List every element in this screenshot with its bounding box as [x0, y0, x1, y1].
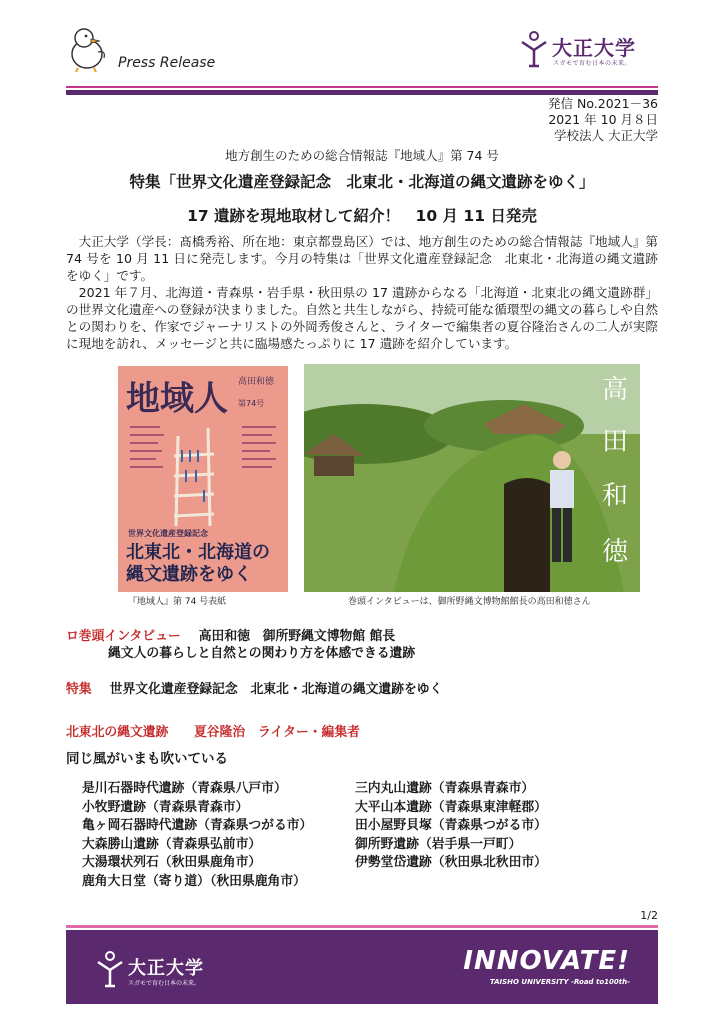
svg-text:和: 和 [602, 481, 629, 511]
cover-issue: 第74号 [238, 399, 265, 408]
list-item: 大湯環状列石（秋田県鹿角市） [82, 855, 262, 871]
taisho-logo-icon [520, 30, 548, 68]
svg-text:田: 田 [602, 427, 629, 457]
innovate-slogan: INNOVATE! [463, 946, 630, 976]
duck-mascot-icon [64, 24, 110, 74]
logo-text: 大正大学 [552, 36, 636, 60]
list-item: 大森勝山遺跡（青森県弘前市） [82, 836, 262, 852]
cover-feature-line1: 北東北・北海道の [126, 542, 270, 563]
footer-logo-tagline: スガモで育む日本の未来。 [128, 980, 201, 987]
sub-headline: 17 遺跡を現地取材して紹介！ 10 月 11 日発売 [187, 207, 537, 225]
interview-label: ロ巻頭インタビュー [66, 629, 181, 644]
university-logo [520, 30, 680, 70]
footer-logo-text: 大正大学 [128, 958, 204, 979]
cover-caption: 『地域人』第 74 号表紙 [128, 597, 227, 607]
headline: 特集「世界文化遺産登録記念 北東北・北海道の縄文遺跡をゆく」 [129, 173, 595, 191]
list-item: 三内丸山遺跡（青森県青森市） [355, 781, 535, 796]
chapter-heading: 同じ風がいまも吹いている [66, 751, 228, 767]
release-number: 発信 No.2021－36 [548, 96, 658, 111]
list-item: 是川石器時代遺跡（青森県八戸市） [82, 781, 287, 796]
page-number: 1/2 [640, 909, 658, 922]
photo-caption: 巻頭インタビューは、御所野縄文博物館館長の高田和徳さん [348, 597, 591, 607]
cover-title: 地域人 [126, 379, 228, 419]
logo-tagline: スガモで育む日本の未来。 [553, 60, 632, 67]
body-paragraph-2: 2021 年７月、北海道・青森県・岩手県・秋田県の 17 遺跡からなる「北海道・北東北の縄文遺跡群」の世界文化遺産への登録が決まりました。自然と共生しながら、持続可能な循環型の縄文の暮らしや自然との関わりを、作家でジャーナリストの外岡秀俊さんと、ライターで編集者の夏谷隆治さんの二人が実際に現地を訪れ、メッセージと共に臨場感たっぷりに 17 遺跡を紹介しています。 [66, 285, 658, 351]
svg-text:徳: 徳 [602, 537, 629, 567]
body-text [66, 233, 658, 352]
release-date: 2021 年 10 月８日 [548, 112, 658, 127]
svg-text:高: 高 [602, 375, 629, 405]
footer-logo [96, 950, 266, 990]
subheading: 地方創生のための総合情報誌『地域人』第 74 号 [225, 148, 499, 163]
interview-photo [304, 364, 640, 592]
release-meta [548, 96, 658, 144]
cover-name: 高田和徳 [238, 377, 275, 387]
innovate-subtitle: TAISHO UNIVERSITY -Road to100th- [489, 978, 630, 986]
header-rule-purple [66, 90, 658, 95]
list-item: 小牧野遺跡（青森県青森市） [82, 799, 249, 815]
list-item: 亀ヶ岡石器時代遺跡（青森県つがる市） [82, 818, 313, 834]
feature-section [66, 678, 442, 697]
feature-label: 特集 [66, 682, 92, 697]
cover-feature-line2: 縄文遺跡をゆく [126, 564, 252, 585]
part-heading: 北東北の縄文遺跡 夏谷隆治 ライター・編集者 [66, 725, 360, 740]
taisho-logo-icon [96, 950, 124, 988]
feature-text: 世界文化遺産登録記念 北東北・北海道の縄文遺跡をゆく [109, 682, 443, 697]
site-list-left [82, 780, 312, 892]
interview-text: 高田和徳 御所野縄文博物館 館長 [198, 629, 396, 644]
footer-rule [66, 925, 658, 928]
list-item: 田小屋野貝塚（青森県つがる市） [355, 818, 547, 834]
release-org: 学校法人 大正大学 [554, 128, 658, 143]
interview-subtitle: 縄文人の暮らしと自然との関わり方を体感できる遺跡 [108, 646, 416, 661]
press-release-label: Press Release [118, 55, 216, 71]
list-item: 大平山本遺跡（青森県東津軽郡） [355, 799, 547, 815]
list-item: 鹿角大日堂（寄り道）（秋田県鹿角市） [82, 873, 306, 889]
footer-banner [66, 930, 658, 1004]
list-item: 御所野遺跡（岩手県一戸町） [355, 836, 522, 852]
cover-feature-small: 世界文化遺産登録記念 [128, 529, 208, 538]
list-item: 伊勢堂岱遺跡（秋田県北秋田市） [355, 855, 547, 871]
header-rule-pink [66, 86, 658, 88]
magazine-cover-image [118, 366, 288, 592]
site-list-right [355, 780, 547, 873]
body-paragraph-1: 大正大学（学長：髙橋秀裕、所在地：東京都豊島区）では、地方創生のための総合情報誌『地域人』第 74 号を 10 月 11 日に発売します。今月の特集は「世界文化遺産登録記念 北東北・北海道の縄文遺跡をゆく」です。 [66, 234, 658, 283]
